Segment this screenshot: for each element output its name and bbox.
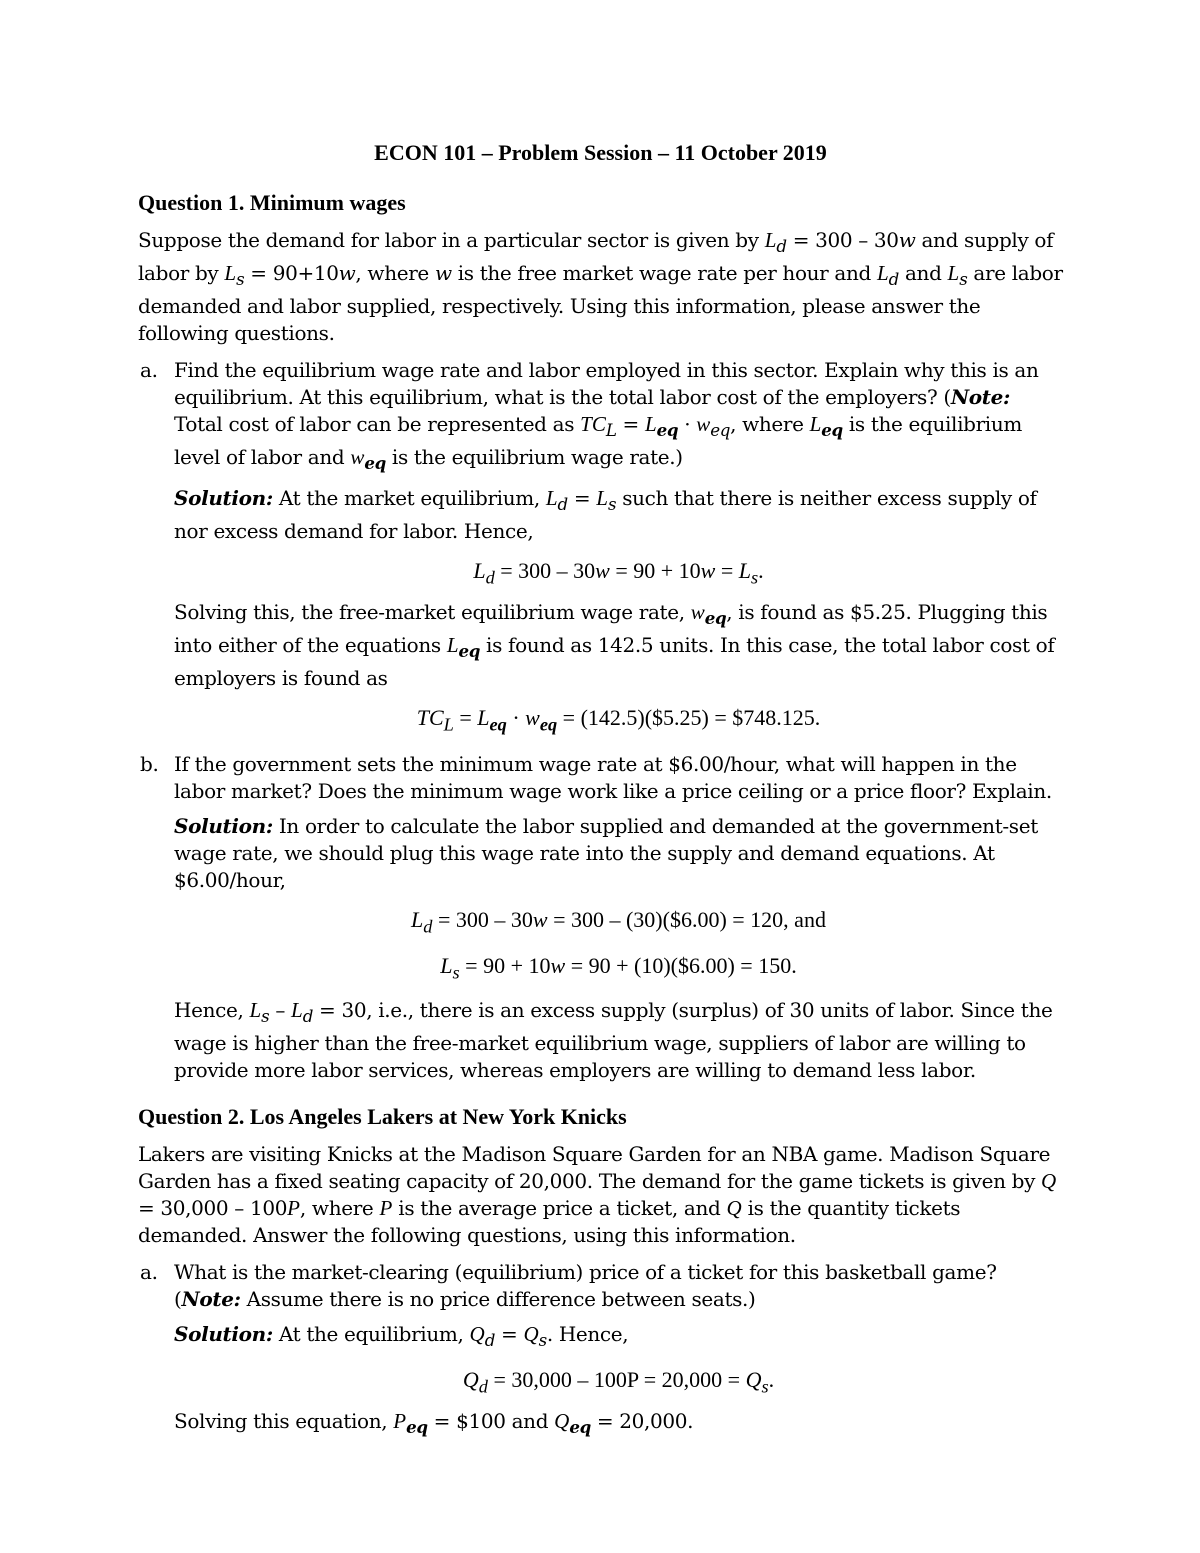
list-marker-a: a. (140, 1259, 158, 1284)
list-marker-a: a. (140, 358, 158, 382)
question-1a-text: Find the equilibrium wage rate and labor employed in this sector. Explain why this is an equilibrium. At this equilibrium, what is the total labor cost of the employers? (Note: Total cost of labor can be represented as $TC_L = L_{eq} \cdot w_{eq}$, where $L_{eq}$ is the equilibrium level of labor and $w_{eq}$ is the equilibrium wage rate.) (174, 358, 1039, 473)
question-1b-solution-continued: Hence, $L_s - L_d = 30$, i.e., there is an excess supply (surplus) of 30 units of labor. Since the wage is higher than the free-market equilibrium wage, suppliers of labor are willing to provide more labor services, whereas employers are willing to demand less labor. (174, 997, 1053, 1082)
equation-total-labor-cost: $TC_L = L_{eq} \cdot w_{eq}$ = (142.5)($5.25) = $748.125. (416, 705, 821, 735)
question-1b-text: If the government sets the minimum wage rate at $6.00/hour, what will happen in the labor market? Does the minimum wage work like a price ceiling or a price floor? Explain. (174, 751, 1052, 803)
equation-labor-equilibrium: $L_d = 300 - 30w = 90 + 10w = L_s$. (473, 558, 764, 588)
question-1-part-a (138, 357, 1063, 743)
question-1-part-b (138, 751, 1063, 1084)
question-2a-text: What is the market-clearing (equilibrium) price of a ticket for this basketball game? (Note: Assume there is no price difference between seats.) (174, 1259, 997, 1311)
document-title: ECON 101 – Problem Session – 11 October 2019 (374, 140, 827, 165)
question-1-heading: Question 1. Minimum wages (138, 190, 406, 215)
solution-label: Solution: (174, 1321, 273, 1346)
equation-labor-demanded: $L_d = 300 - 30w = 300$ – (30)($6.00) = 120, and (411, 906, 826, 937)
document-page (138, 138, 1063, 1449)
equation-ticket-equilibrium: $Q_d = 30,000 - 100P = 20,000 = Q_s$. (462, 1366, 775, 1396)
question-1a-solution: Solution: At the market equilibrium, $L_d = L_s$ such that there is neither excess supply of nor excess demand for labor. Hence, (174, 486, 1037, 543)
solution-label: Solution: (174, 486, 273, 510)
question-1a-solution-continued: Solving this, the free-market equilibrium wage rate, $w_{eq}$, is found as $5.25. Plugging this into either of the equations $L_{eq}$ is found as 142.5 units. In this case, the total labor cost of employers is found as (174, 600, 1055, 691)
question-2-intro: Lakers are visiting Knicks at the Madison Square Garden for an NBA game. Madison Square Garden has a fixed seating capacity of 20,000. The demand for the game tickets is given by Q = 30,000 – 100P, where P is the average price a ticket, and Q is the quantity tickets demanded. Answer the following questions, using this information. (138, 1141, 1057, 1247)
question-2-heading: Question 2. Los Angeles Lakers at New York Knicks (138, 1103, 627, 1129)
solution-label: Solution: (174, 813, 273, 838)
question-2-part-a (138, 1259, 1063, 1441)
question-1-intro: Suppose the demand for labor in a particular sector is given by $L_d = 300 - 30w$ and supply of labor by $L_s = 90+10w$, where w is the free market wage rate per hour and $L_d$ and $L_s$ are labor demanded and labor supplied, respectively. Using this information, please answer the following questions. (138, 228, 1063, 345)
question-2a-solution-continued: Solving this equation, $P_{eq}$ = $100 and $Q_{eq} = 20,000$. (174, 1408, 694, 1437)
equation-labor-supplied: $L_s = 90 + 10w = 90$ + (10)($6.00) = 150. (440, 953, 797, 983)
question-1b-solution: Solution: In order to calculate the labor supplied and demanded at the government-set wage rate, we should plug this wage rate into the supply and demand equations. At $6.00/hour, (174, 813, 1038, 892)
list-marker-b: b. (140, 751, 159, 776)
question-2a-solution: Solution: At the equilibrium, $Q_d = Q_s$. Hence, (174, 1321, 629, 1350)
